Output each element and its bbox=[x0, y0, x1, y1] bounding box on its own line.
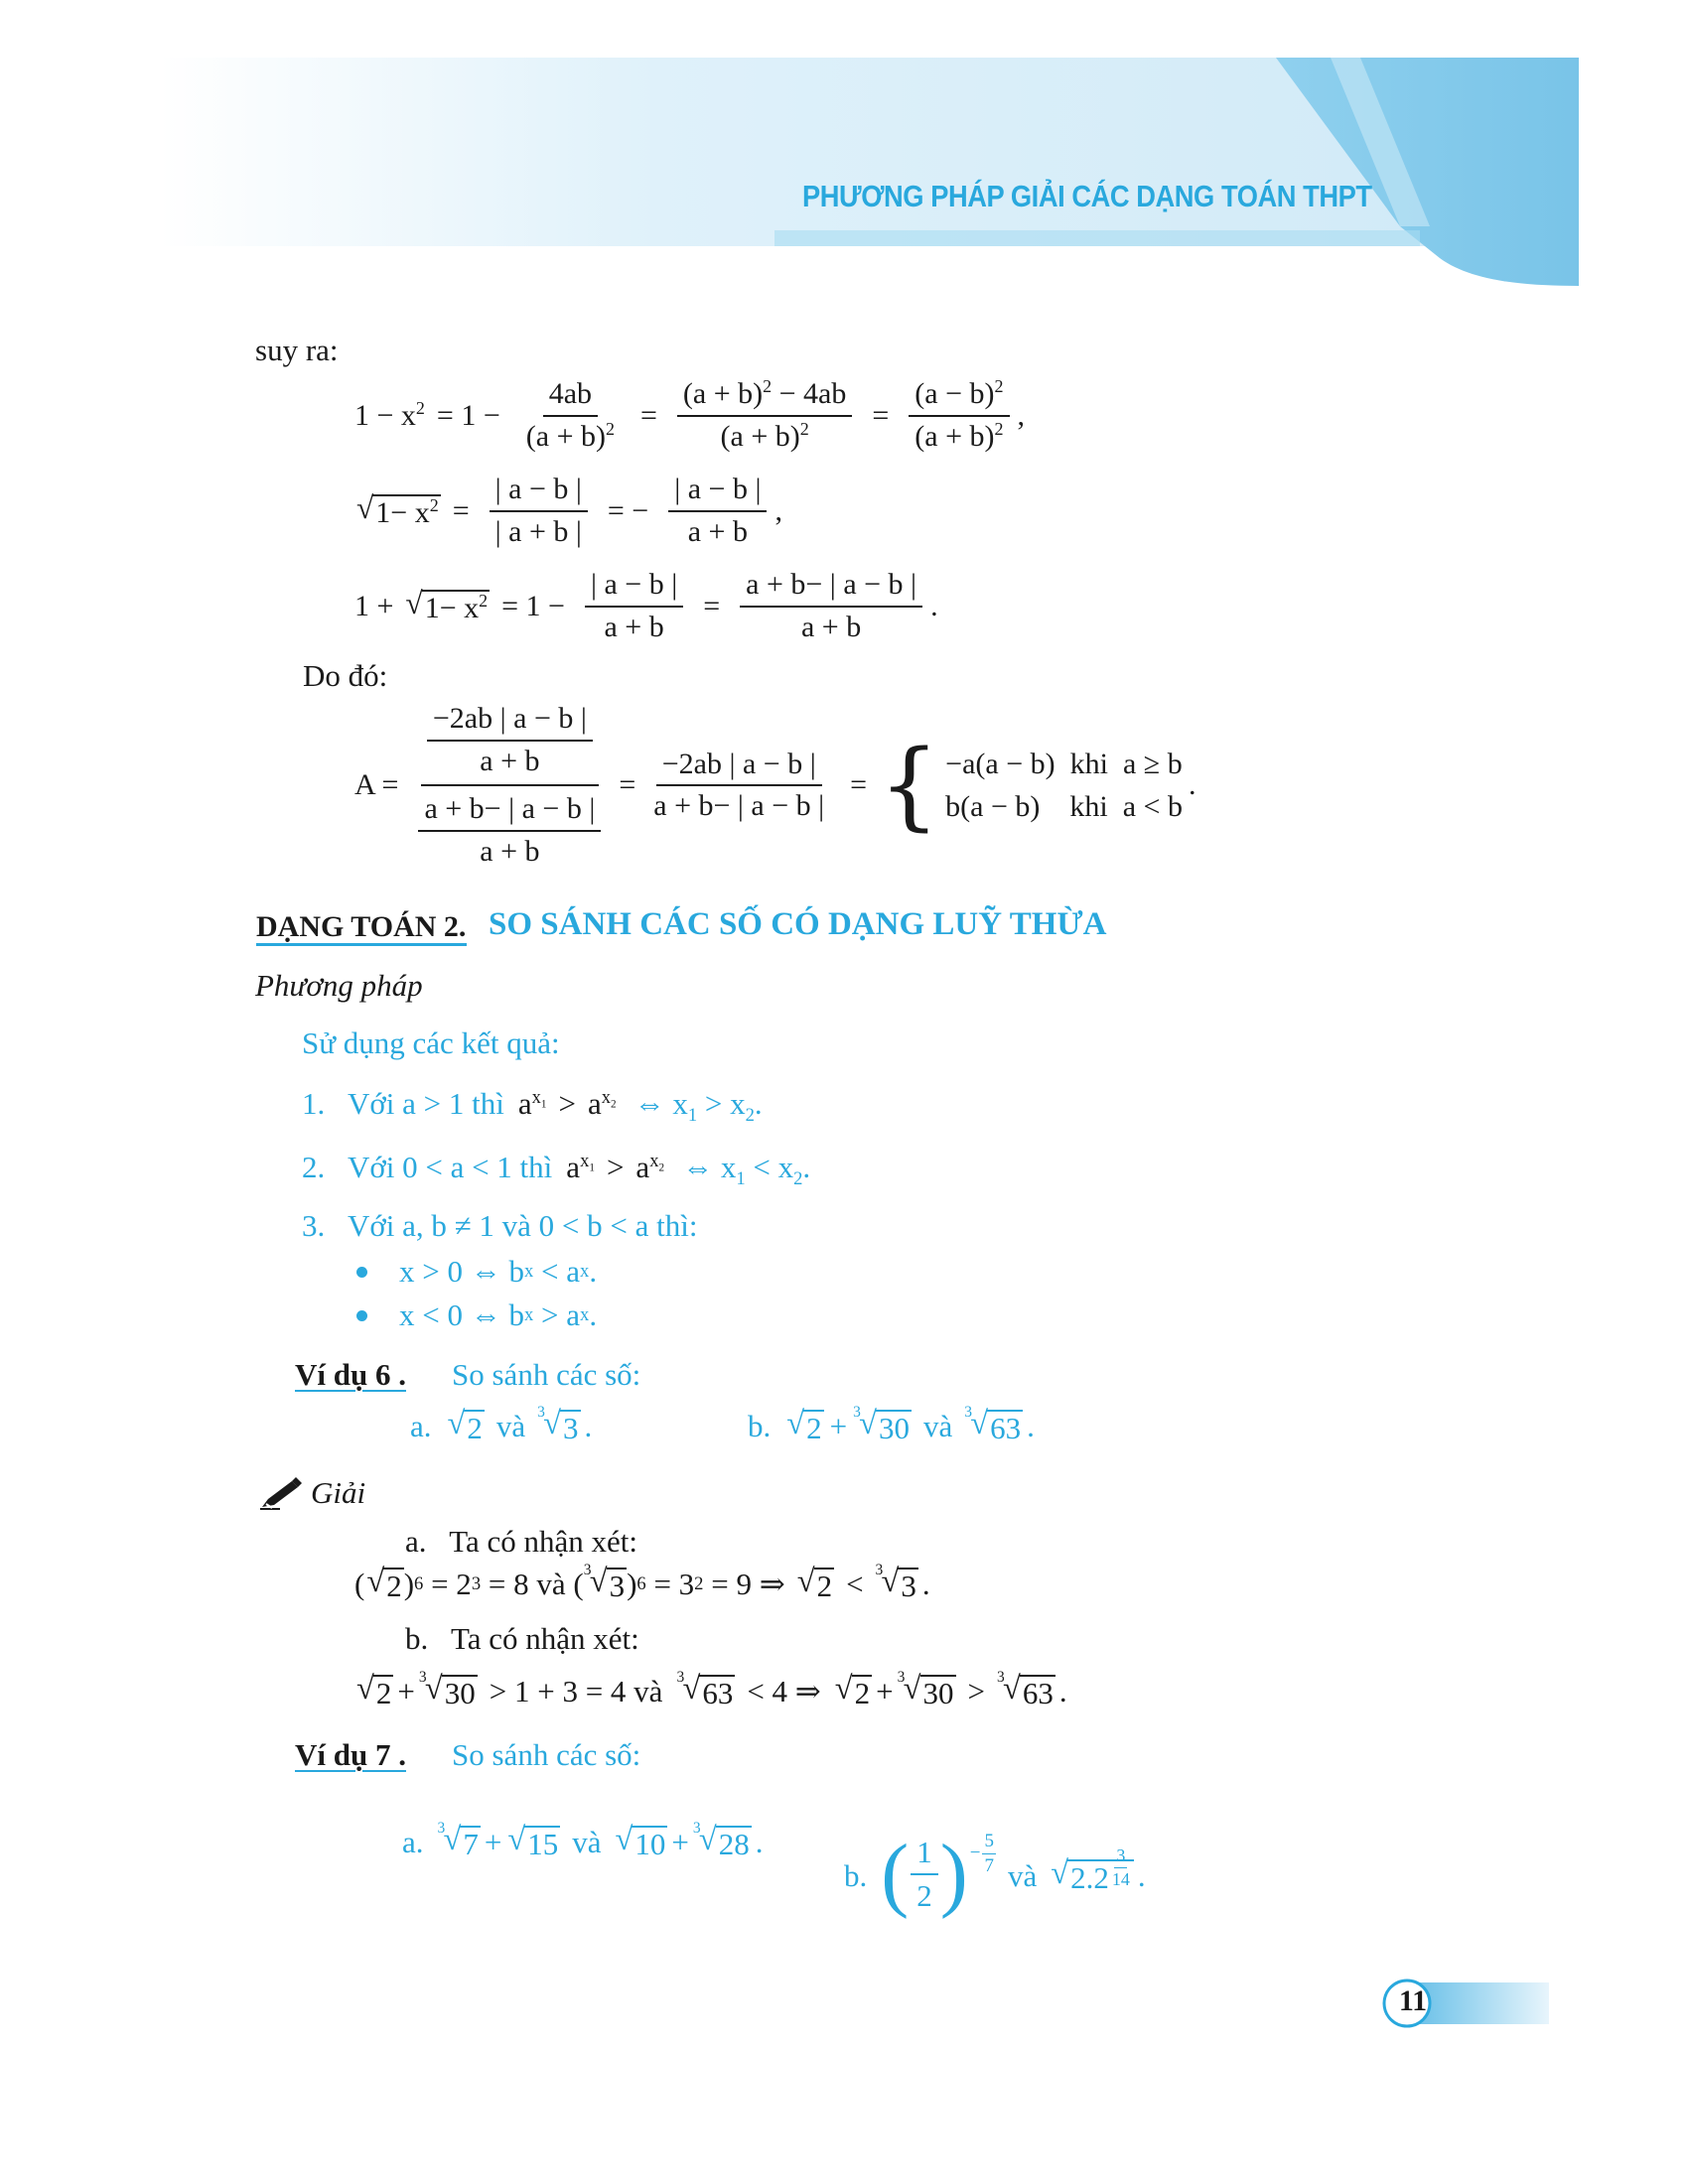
header-banner bbox=[0, 0, 1688, 298]
eq1-fraction-1: $\frac{4ab}{(a + b)^2}$ bbox=[525, 377, 615, 453]
eq3-fraction-2: $\frac{a + b- | a - b |}{a + b}$ bbox=[740, 568, 922, 644]
cbrt-63: 3 √ 63 bbox=[964, 1404, 1022, 1445]
cbrt-3: 3 √ 3 bbox=[875, 1562, 916, 1603]
equation-1: $1 - x^2$ = 1 − $\frac{4ab}{(a + b)^2}$ = $\frac{(a + b)^2 - 4ab}{(a + b)^2}$ = $\frac{(a - b)^2}{(a + b)^2}$ , bbox=[354, 376, 1025, 453]
solution-a-line: a. Ta có nhận xét: bbox=[405, 1524, 637, 1559]
sqrt-10: √ 10 bbox=[615, 1822, 666, 1861]
eq2-fraction-2: $\frac{| a - b |}{a + b}$ bbox=[668, 473, 767, 549]
eq2-sqrt: √ $1- x^2$ bbox=[356, 490, 439, 529]
sqrt-2: √ 2 bbox=[356, 1671, 392, 1710]
eq2-fraction-1: $\frac{| a - b |}{| a + b |}$ bbox=[490, 473, 588, 549]
solution-a-math: ( √ 2 ) 6 = 2 3 = 8 và ( 3 √ 3 ) 6 = 3 2 = 9 ⇒ √ 2 < 3 √ 3 . bbox=[354, 1562, 930, 1603]
example-7-part-a: a. 3 √ 7 + √ 15 và √ 10 + 3 √ 28 . bbox=[402, 1820, 764, 1861]
equation-4: A = $\frac{\frac{-2ab | a - b |}{a + b}}{\frac{a + b- | a - b |}{a + b}}$ = $\frac{-2ab | a - b |}{a + b- | a - b |}$ = { −a(a − b) khi a ≥ b b(a − b) khi a < b . bbox=[354, 702, 1196, 868]
bullet-dot bbox=[356, 1267, 367, 1278]
cbrt-7: 3 √ 7 bbox=[437, 1820, 479, 1861]
method-item-3: 3. Với a, b ≠ 1 và 0 < b < a thì: bbox=[302, 1208, 698, 1243]
section-2-label: DẠNG TOÁN 2. bbox=[256, 910, 467, 943]
suy-ra-text: suy ra: bbox=[255, 333, 339, 367]
sqrt-2: √ 2 bbox=[447, 1406, 483, 1445]
header-title: PHƯƠNG PHÁP GIẢI CÁC DẠNG TOÁN THPT bbox=[802, 179, 1372, 213]
cbrt-3: 3 √ 3 bbox=[583, 1562, 626, 1603]
cbrt-30: 3 √ 30 bbox=[418, 1669, 476, 1710]
method-label: Phương pháp bbox=[255, 968, 423, 1003]
method-item-2: 2. Với 0 < a < 1 thì $a^{x_1}$ > $a^{x_2}$ ⇔ $x_1 < x_2$. bbox=[302, 1150, 811, 1190]
eq4-fraction-2: $\frac{-2ab | a - b |}{a + b- | a - b |}$ bbox=[653, 747, 825, 822]
example-7-label: Ví dụ 7 . bbox=[295, 1737, 406, 1772]
example-6-label: Ví dụ 6 . bbox=[295, 1357, 406, 1392]
eq3-sqrt: √ $1- x^2$ bbox=[405, 586, 489, 624]
example-7-prompt: So sánh các số: bbox=[452, 1737, 641, 1772]
eq1-fraction-2: $\frac{(a + b)^2 - 4ab}{(a + b)^2}$ bbox=[677, 377, 852, 454]
half-fraction: $\frac{1}{2}$ bbox=[911, 1835, 938, 1913]
left-brace: { bbox=[879, 730, 940, 841]
equation-2: √ $1- x^2$ = $\frac{| a - b |}{| a + b |}$ = − $\frac{| a - b |}{a + b}$ , bbox=[356, 473, 782, 548]
example-6-part-b: b. √ 2 + 3 √ 30 và 3 √ 63 . bbox=[748, 1404, 1035, 1445]
cbrt-3: 3 √ 3 bbox=[537, 1404, 579, 1445]
example-6-prompt: So sánh các số: bbox=[452, 1357, 641, 1392]
sqrt-2-2-pow: √ 2.2 $\frac{3}{14}$ bbox=[1051, 1857, 1134, 1895]
cbrt-28: 3 √ 28 bbox=[692, 1820, 750, 1861]
eq3-fraction-1: $\frac{| a - b |}{a + b}$ bbox=[585, 568, 683, 644]
exponent-neg-5-7: − $\frac{5}{7}$ bbox=[969, 1830, 994, 1876]
page-number: 11 bbox=[1398, 1984, 1428, 2017]
eq4-cases: −a(a − b) khi a ≥ b b(a − b) khi a < b bbox=[945, 747, 1183, 823]
eq1-lhs: $1 - x^2$ bbox=[354, 397, 425, 432]
sqrt-15: √ 15 bbox=[507, 1822, 559, 1861]
example-6-part-a: a. √ 2 và 3 √ 3 . bbox=[410, 1404, 593, 1445]
method-bullet-2: x < 0 ⇔ b x > a x . bbox=[356, 1297, 597, 1333]
solution-label: Giải bbox=[311, 1475, 366, 1510]
cbrt-30: 3 √ 30 bbox=[897, 1669, 954, 1710]
example-7-part-b: b. ( $\frac{1}{2}$ ) − $\frac{5}{7}$ và √ 2.2 $\frac{3}{14}$ . bbox=[844, 1828, 1146, 1920]
section-2-underline bbox=[256, 943, 467, 946]
sqrt-2: √ 2 bbox=[366, 1564, 402, 1603]
pencil-icon bbox=[258, 1477, 304, 1511]
cbrt-30: 3 √ 30 bbox=[853, 1404, 910, 1445]
cbrt-63: 3 √ 63 bbox=[997, 1669, 1054, 1710]
solution-b-math: √ 2 + 3 √ 30 > 1 + 3 = 4 và 3 √ 63 < 4 ⇒ √ 2 + 3 √ 30 > 3 √ 63 . bbox=[356, 1669, 1067, 1710]
do-do-text: Do đó: bbox=[303, 658, 388, 693]
bullet-dot bbox=[356, 1310, 367, 1321]
cbrt-63: 3 √ 63 bbox=[676, 1669, 734, 1710]
method-intro: Sử dụng các kết quả: bbox=[302, 1025, 560, 1060]
method-bullet-1: x > 0 ⇔ b x < a x . bbox=[356, 1254, 597, 1290]
section-2-title: SO SÁNH CÁC SỐ CÓ DẠNG LUỸ THỪA bbox=[489, 906, 1107, 942]
sqrt-2: √ 2 bbox=[796, 1564, 833, 1603]
solution-b-line: b. Ta có nhận xét: bbox=[405, 1621, 639, 1656]
sqrt-2: √ 2 bbox=[834, 1671, 871, 1710]
equation-3: 1 + √ $1- x^2$ = 1 − $\frac{| a - b |}{a + b}$ = $\frac{a + b- | a - b |}{a + b}$ . bbox=[354, 568, 938, 643]
eq1-fraction-3: $\frac{(a - b)^2}{(a + b)^2}$ bbox=[909, 377, 1009, 454]
eq4-complex-fraction: $\frac{\frac{-2ab | a - b |}{a + b}}{\frac{a + b- | a - b |}{a + b}}$ bbox=[412, 702, 607, 869]
method-item-1: 1. Với a > 1 thì $a^{x_1}$ > $a^{x_2}$ ⇔ $x_1 > x_2$. bbox=[302, 1086, 763, 1127]
sqrt-2: √ 2 bbox=[786, 1406, 822, 1445]
